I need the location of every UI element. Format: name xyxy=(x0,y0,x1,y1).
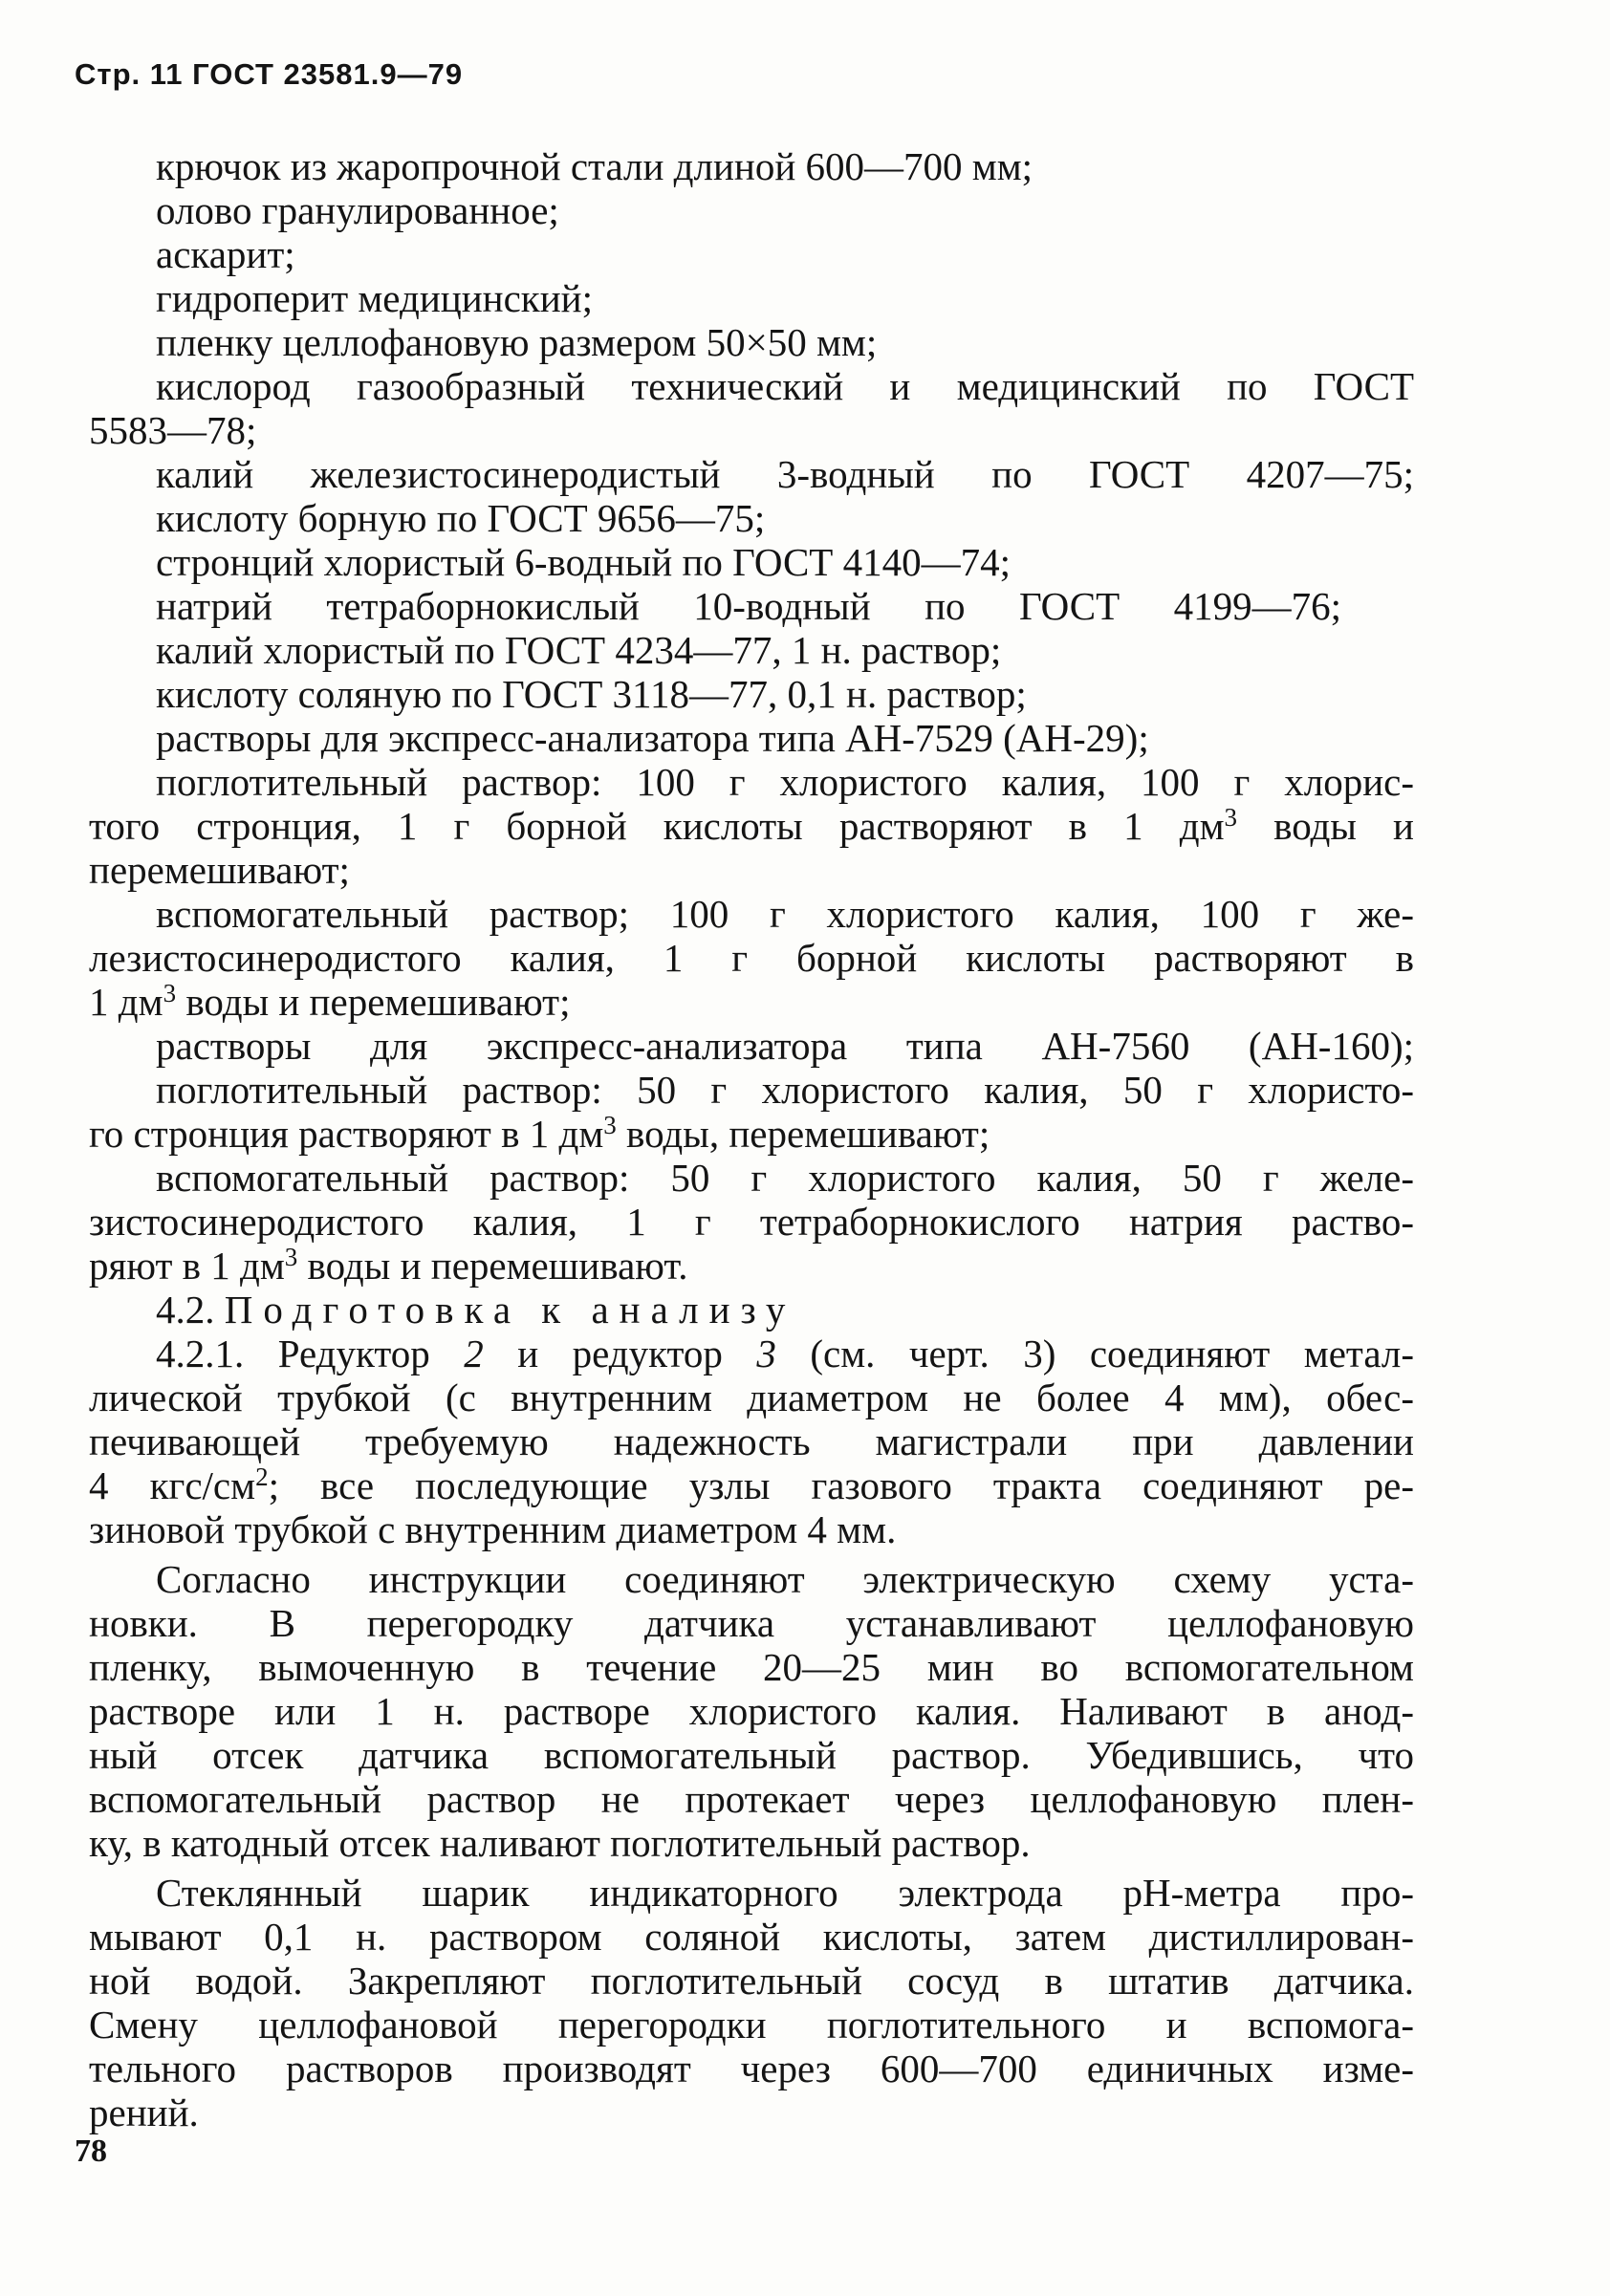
text-line: Согласно инструкции соединяют электрическую схему уста- xyxy=(156,1557,1414,1601)
text-line: поглотительный раствор: 100 г хлористого калия, 100 г хлорис- xyxy=(156,760,1414,804)
text-line: ной водой. Закрепляют поглотительный сосуд в штатив датчика. xyxy=(89,1959,1414,2003)
text-line: ку, в катодный отсек наливают поглотительный раствор. xyxy=(89,1821,1031,1865)
text-line: вспомогательный раствор не протекает через целлофановую плен- xyxy=(89,1777,1414,1821)
text-line: мывают 0,1 н. раствором соляной кислоты, затем дистиллирован- xyxy=(89,1915,1414,1959)
text-line: растворе или 1 н. растворе хлористого калия. Наливают в анод- xyxy=(89,1689,1414,1733)
text-line: крючок из жаропрочной стали длиной 600—700 мм; xyxy=(156,144,1033,188)
superscript: 2 xyxy=(255,1462,269,1491)
text-line: лической трубкой (с внутренним диаметром не более 4 мм), обес- xyxy=(89,1375,1414,1419)
text-line: вспомогательный раствор; 100 г хлористого калия, 100 г же- xyxy=(156,892,1414,936)
superscript: 3 xyxy=(284,1243,298,1271)
text-line: калий железистосинеродистый 3-водный по ГОСТ 4207—75; xyxy=(156,452,1414,496)
text-line: зистосинеродистого калия, 1 г тетраборнокислого натрия раство- xyxy=(89,1200,1414,1244)
text-line: гидроперит медицинский; xyxy=(156,276,593,320)
text-line: стронций хлористый 6-водный по ГОСТ 4140—74; xyxy=(156,540,1011,584)
superscript: 3 xyxy=(163,979,177,1007)
text-line: новки. В перегородку датчика устанавливают целлофановую xyxy=(89,1601,1414,1645)
text-line: перемешивают; xyxy=(89,848,350,892)
text-line: зиновой трубкой с внутренним диаметром 4 мм. xyxy=(89,1507,897,1551)
text-line: аскарит; xyxy=(156,232,295,276)
text-line: олово гранулированное; xyxy=(156,188,559,232)
text-line: пленку целлофановую размером 50×50 мм; xyxy=(156,320,878,364)
text-line: рений. xyxy=(89,2090,199,2134)
text-line: кислоту соляную по ГОСТ 3118—77, 0,1 н. раствор; xyxy=(156,672,1027,716)
text-line: ряют в 1 $дм^3$ воды и перемешивают. xyxy=(89,1243,688,1288)
text-line: растворы для экспресс-анализатора типа АН-7560 (АН-160); xyxy=(156,1024,1414,1068)
text-line: го стронция растворяют в 1 $дм^3$ воды, перемешивают; xyxy=(89,1111,990,1156)
text-line: того стронция, 1 г борной кислоты растворяют в 1 $дм^3$ воды и xyxy=(89,803,1414,848)
text-line: растворы для экспресс-анализатора типа АН-7529 (АН-29); xyxy=(156,716,1149,760)
page-number: 78 xyxy=(75,2134,107,2169)
text-line: тельного растворов производят через 600—700 единичных изме- xyxy=(89,2047,1414,2090)
text-line: печивающей требуемую надежность магистрали при давлении xyxy=(89,1419,1414,1463)
text-line: лезистосинеродистого калия, 1 г борной кислоты растворяют в xyxy=(89,936,1414,980)
text-line: натрий тетраборнокислый 10-водный по ГОСТ 4199—76; xyxy=(156,584,1341,628)
text-line: 4 кгс/$см^2$; все последующие узлы газового тракта соединяют ре- xyxy=(89,1462,1415,1507)
text-line: 4.2.1. Редуктор 2 и редуктор 3 (см. черт. 3) соединяют метал- xyxy=(156,1332,1414,1375)
text-line: 5583—78; xyxy=(89,408,257,452)
section-heading: 4.2. Подготовка к анализу xyxy=(156,1288,796,1332)
text-line: ный отсек датчика вспомогательный раствор. Убедившись, что xyxy=(89,1733,1414,1777)
text-line: кислород газообразный технический и медицинский по ГОСТ xyxy=(156,364,1414,408)
text-line: поглотительный раствор: 50 г хлористого калия, 50 г хлористо- xyxy=(156,1068,1414,1112)
text-line: вспомогательный раствор: 50 г хлористого калия, 50 г желе- xyxy=(156,1156,1414,1200)
text-line: Смену целлофановой перегородки поглотительного и вспомога- xyxy=(89,2003,1414,2047)
superscript: 3 xyxy=(603,1111,617,1139)
text-line: 1 $дм^3$ воды и перемешивают; xyxy=(89,979,571,1024)
superscript: 3 xyxy=(1224,803,1238,832)
text-line: кислоту борную по ГОСТ 9656—75; xyxy=(156,496,766,540)
text-line: пленку, вымоченную в течение 20—25 мин во вспомогательном xyxy=(89,1645,1414,1689)
running-header: Стр. 11 ГОСТ 23581.9—79 xyxy=(75,57,464,91)
text-line: Стеклянный шарик индикаторного электрода рН-метра про- xyxy=(156,1871,1414,1915)
text-line: калий хлористый по ГОСТ 4234—77, 1 н. раствор; xyxy=(156,628,1002,672)
